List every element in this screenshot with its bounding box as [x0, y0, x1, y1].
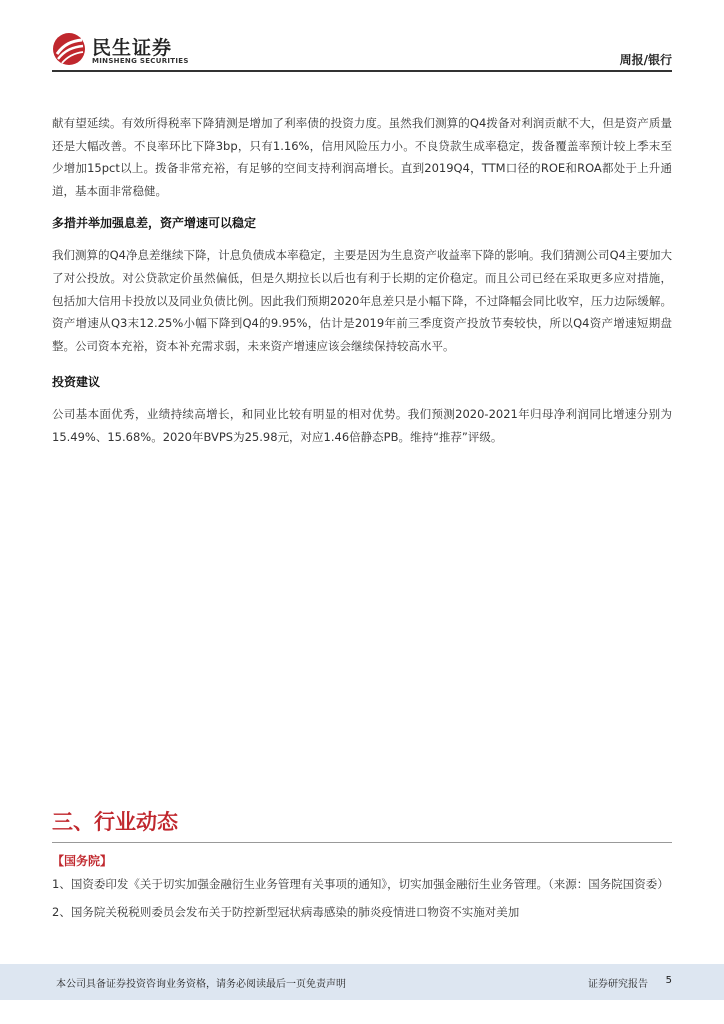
source-tag-state-council: 【国务院】 — [52, 854, 113, 868]
page-footer — [0, 964, 724, 1000]
section-divider — [52, 842, 672, 843]
footer-report-label: 证券研究报告 — [588, 979, 648, 990]
report-type-label: 周报/银行 — [619, 53, 672, 67]
brand-name-en: MINSHENG SECURITIES — [92, 57, 189, 65]
header-divider — [52, 70, 672, 72]
brand-logo — [52, 30, 192, 70]
subheading-investment-advice: 投资建议 — [52, 375, 101, 390]
body-paragraph-1: 献有望延续。有效所得税率下降猜测是增加了利率债的投资力度。虽然我们测算的Q4拨备对利润贡献不大，但是资产质量还是大幅改善。不良率环比下降3bp，只有1.16%，信用风险压力小。不良贷款生成率稳定，拨备覆盖率预计较上季末至少增加15pct以上。拨备非常充裕，有足够的空间支持利润高增长。直到2019Q4，TTM口径的ROE和ROA都处于上升通道，基本面非常稳健。 — [52, 116, 672, 198]
minsheng-logo-icon — [52, 32, 86, 66]
news-item-1: 1、国资委印发《关于切实加强金融衍生业务管理有关事项的通知》，切实加强金融衍生业务管理。（来源：国务院国资委） — [52, 877, 669, 891]
body-paragraph-3: 公司基本面优秀，业绩持续高增长，和同业比较有明显的相对优势。我们预测2020-2021年归母净利润同比增速分别为15.49%、15.68%。2020年BVPS为25.98元，对应1.46倍静态PB。维持“推荐”评级。 — [52, 407, 672, 444]
subheading-margin-asset-growth: 多措并举加强息差，资产增速可以稳定 — [52, 216, 257, 231]
news-item-2: 2、国务院关税税则委员会发布关于防控新型冠状病毒感染的肺炎疫情进口物资不实施对美加 — [52, 905, 520, 919]
industry-news-section — [52, 808, 672, 929]
page-header — [0, 0, 724, 78]
brand-name-cn: 民生证券 — [92, 37, 173, 59]
page-number: 5 — [665, 975, 672, 986]
section-title: 三、行业动态 — [52, 810, 178, 834]
footer-disclaimer: 本公司具备证券投资咨询业务资格，请务必阅读最后一页免责声明 — [56, 979, 346, 990]
body-paragraph-2: 我们测算的Q4净息差继续下降，计息负债成本率稳定，主要是因为生息资产收益率下降的影响。我们猜测公司Q4主要加大了对公投放。对公贷款定价虽然偏低，但是久期拉长以后也有利于长期的定价稳定。而且公司已经在采取更多应对措施，包括加大信用卡投放以及同业负债比例。因此我们预期2020年息差只是小幅下降，不过降幅会同比收窄，压力边际缓解。资产增速从Q3末12.25%小幅下降到Q4的9.95%，估计是2019年前三季度资产投放节奏较快，所以Q4资产增速短期盘整。公司资本充裕，资本补充需求弱，未来资产增速应该会继续保持较高水平。 — [52, 248, 672, 353]
report-body — [52, 112, 672, 449]
